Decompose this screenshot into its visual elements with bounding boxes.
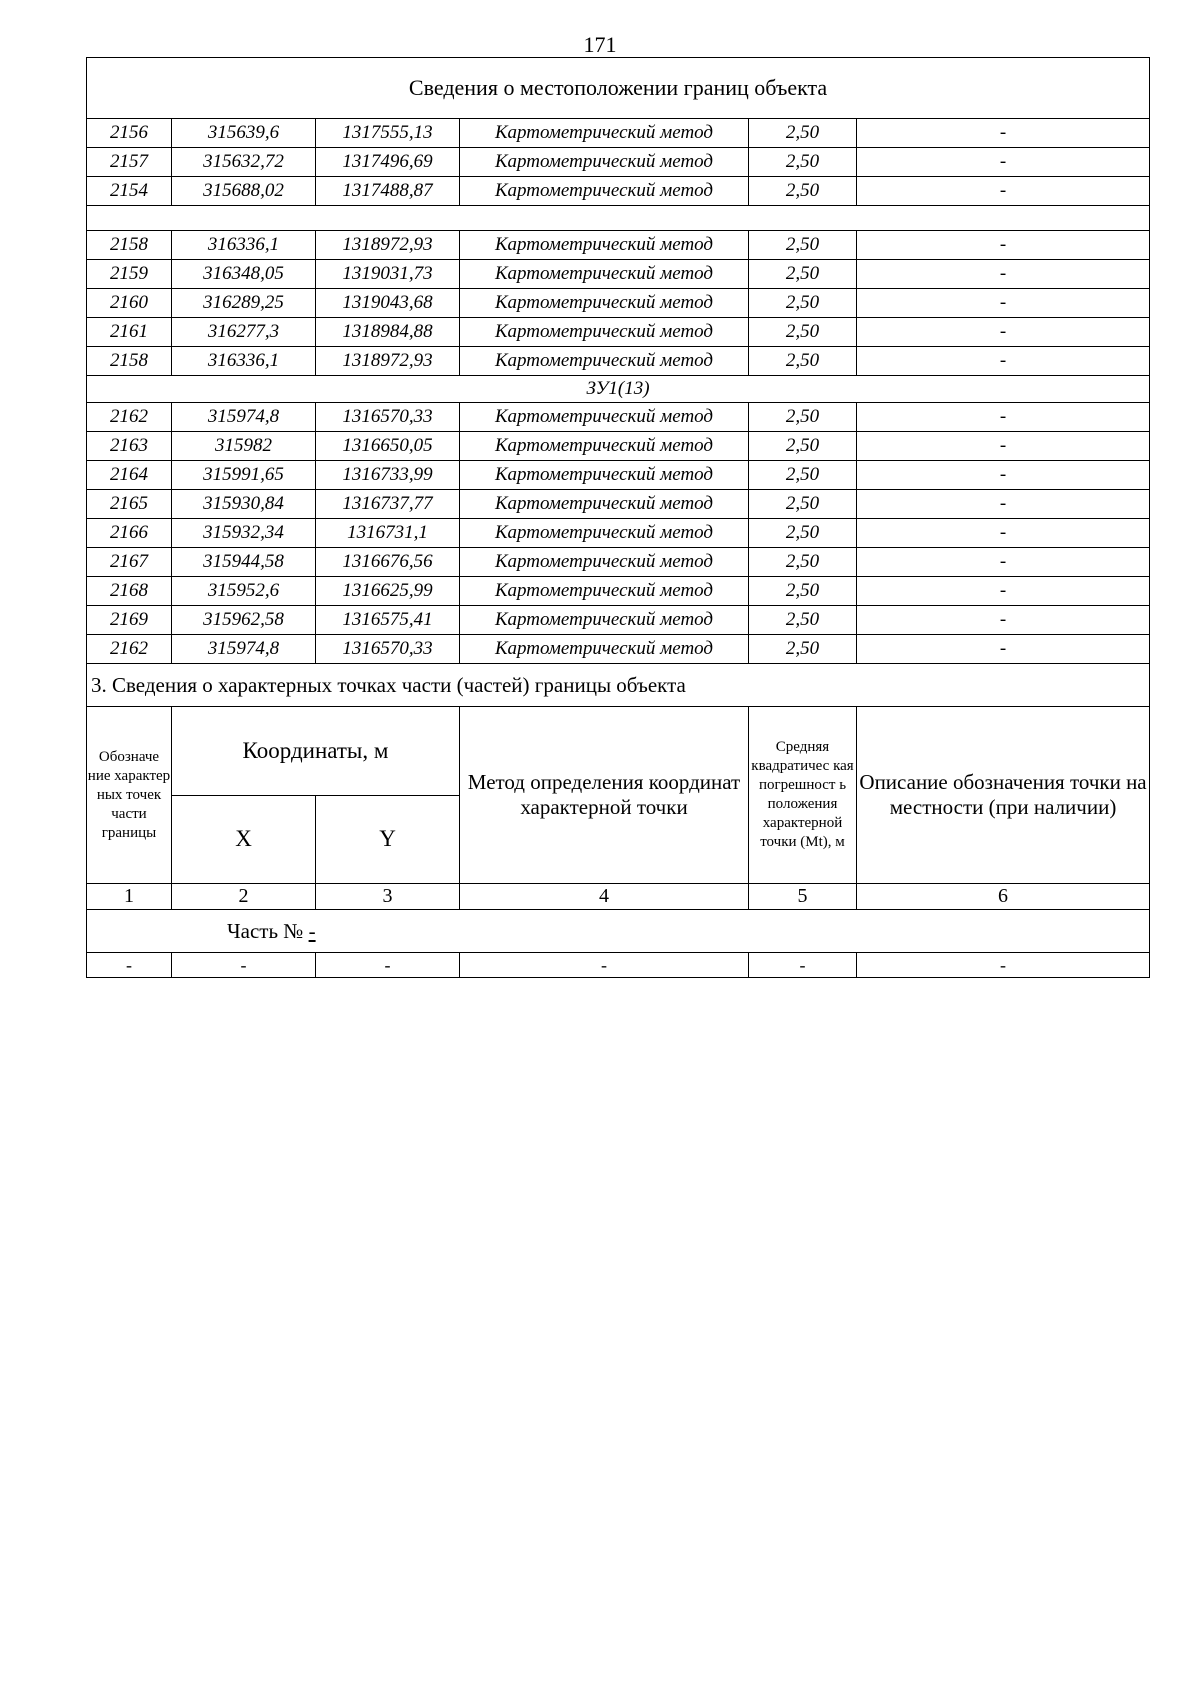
table-row (87, 461, 1150, 490)
table-row (87, 490, 1150, 519)
x-coordinate-cell: 315688,02 (172, 177, 316, 206)
method-cell: Картометрический метод (460, 548, 749, 577)
point-number-cell: 2160 (87, 289, 172, 318)
table-row (87, 548, 1150, 577)
description-cell: - (857, 432, 1150, 461)
table-title: Сведения о местоположении границ объекта (87, 58, 1150, 119)
header-x: X (172, 795, 316, 884)
table-row (87, 148, 1150, 177)
y-coordinate-cell: 1316625,99 (316, 577, 460, 606)
description-cell: - (857, 403, 1150, 432)
mt-cell: 2,50 (749, 461, 857, 490)
x-coordinate-cell: 316289,25 (172, 289, 316, 318)
y-coordinate-cell: 1316650,05 (316, 432, 460, 461)
part-label: Часть № (227, 918, 304, 943)
y-coordinate-cell: 1318972,93 (316, 231, 460, 260)
table-row (87, 119, 1150, 148)
point-number-cell: 2154 (87, 177, 172, 206)
part-value: - (308, 918, 316, 943)
x-coordinate-cell: 315632,72 (172, 148, 316, 177)
mt-cell: 2,50 (749, 119, 857, 148)
y-coordinate-cell: 1316570,33 (316, 635, 460, 664)
boundary-table (86, 57, 1150, 978)
column-number-row (87, 884, 1150, 910)
point-number-cell: 2158 (87, 231, 172, 260)
column-number: 4 (460, 884, 749, 910)
table-row (87, 403, 1150, 432)
y-coordinate-cell: 1319031,73 (316, 260, 460, 289)
mt-cell: 2,50 (749, 177, 857, 206)
x-coordinate-cell: 315930,84 (172, 490, 316, 519)
table-row (87, 635, 1150, 664)
table-row (87, 432, 1150, 461)
method-cell: Картометрический метод (460, 461, 749, 490)
table-row (87, 347, 1150, 376)
description-cell: - (857, 577, 1150, 606)
point-number-cell: 2156 (87, 119, 172, 148)
mt-cell: 2,50 (749, 519, 857, 548)
mt-cell: 2,50 (749, 577, 857, 606)
empty-cell: - (87, 953, 172, 978)
mt-cell: 2,50 (749, 490, 857, 519)
column-number: 1 (87, 884, 172, 910)
x-coordinate-cell: 315991,65 (172, 461, 316, 490)
header-method: Метод определения координат характерной точки (460, 707, 749, 884)
parcel-label: ЗУ1(13) (87, 376, 1150, 403)
point-number-cell: 2166 (87, 519, 172, 548)
method-cell: Картометрический метод (460, 347, 749, 376)
header-y: Y (316, 795, 460, 884)
empty-data-row (87, 953, 1150, 978)
mt-cell: 2,50 (749, 432, 857, 461)
description-cell: - (857, 490, 1150, 519)
parcel-label-row (87, 376, 1150, 403)
description-cell: - (857, 289, 1150, 318)
method-cell: Картометрический метод (460, 432, 749, 461)
y-coordinate-cell: 1318972,93 (316, 347, 460, 376)
table-row (87, 318, 1150, 347)
point-number-cell: 2159 (87, 260, 172, 289)
point-number-cell: 2157 (87, 148, 172, 177)
method-cell: Картометрический метод (460, 289, 749, 318)
part-cell (87, 910, 1150, 953)
y-coordinate-cell: 1318984,88 (316, 318, 460, 347)
table-row (87, 260, 1150, 289)
point-number-cell: 2162 (87, 635, 172, 664)
mt-cell: 2,50 (749, 318, 857, 347)
method-cell: Картометрический метод (460, 177, 749, 206)
column-number: 5 (749, 884, 857, 910)
mt-cell: 2,50 (749, 635, 857, 664)
method-cell: Картометрический метод (460, 260, 749, 289)
mt-cell: 2,50 (749, 606, 857, 635)
y-coordinate-cell: 1319043,68 (316, 289, 460, 318)
y-coordinate-cell: 1316737,77 (316, 490, 460, 519)
table-row (87, 606, 1150, 635)
description-cell: - (857, 119, 1150, 148)
mt-cell: 2,50 (749, 231, 857, 260)
x-coordinate-cell: 315639,6 (172, 119, 316, 148)
description-cell: - (857, 606, 1150, 635)
section-3-title: 3. Сведения о характерных точках части (частей) границы объекта (87, 664, 1150, 707)
description-cell: - (857, 635, 1150, 664)
x-coordinate-cell: 316348,05 (172, 260, 316, 289)
empty-cell: - (857, 953, 1150, 978)
empty-cell: - (749, 953, 857, 978)
description-cell: - (857, 548, 1150, 577)
description-cell: - (857, 461, 1150, 490)
x-coordinate-cell: 315982 (172, 432, 316, 461)
table-row (87, 519, 1150, 548)
empty-cell: - (316, 953, 460, 978)
x-coordinate-cell: 315974,8 (172, 403, 316, 432)
method-cell: Картометрический метод (460, 403, 749, 432)
y-coordinate-cell: 1317496,69 (316, 148, 460, 177)
x-coordinate-cell: 315932,34 (172, 519, 316, 548)
method-cell: Картометрический метод (460, 490, 749, 519)
method-cell: Картометрический метод (460, 606, 749, 635)
description-cell: - (857, 231, 1150, 260)
column-number: 2 (172, 884, 316, 910)
method-cell: Картометрический метод (460, 577, 749, 606)
table-row (87, 289, 1150, 318)
mt-cell: 2,50 (749, 403, 857, 432)
description-cell: - (857, 347, 1150, 376)
point-number-cell: 2169 (87, 606, 172, 635)
point-number-cell: 2158 (87, 347, 172, 376)
method-cell: Картометрический метод (460, 318, 749, 347)
point-number-cell: 2164 (87, 461, 172, 490)
method-cell: Картометрический метод (460, 635, 749, 664)
mt-cell: 2,50 (749, 260, 857, 289)
y-coordinate-cell: 1316676,56 (316, 548, 460, 577)
description-cell: - (857, 260, 1150, 289)
blank-row (87, 206, 1150, 231)
description-cell: - (857, 148, 1150, 177)
blank-cell (87, 206, 1150, 231)
y-coordinate-cell: 1316731,1 (316, 519, 460, 548)
empty-cell: - (460, 953, 749, 978)
point-number-cell: 2165 (87, 490, 172, 519)
x-coordinate-cell: 315952,6 (172, 577, 316, 606)
point-number-cell: 2163 (87, 432, 172, 461)
title-row (87, 58, 1150, 119)
description-cell: - (857, 318, 1150, 347)
point-number-cell: 2161 (87, 318, 172, 347)
header-description: Описание обозначения точки на местности (при наличии) (857, 707, 1150, 884)
point-number-cell: 2168 (87, 577, 172, 606)
x-coordinate-cell: 315944,58 (172, 548, 316, 577)
mt-cell: 2,50 (749, 347, 857, 376)
method-cell: Картометрический метод (460, 148, 749, 177)
page-number: 171 (583, 32, 617, 57)
y-coordinate-cell: 1316575,41 (316, 606, 460, 635)
method-cell: Картометрический метод (460, 519, 749, 548)
column-number: 3 (316, 884, 460, 910)
method-cell: Картометрический метод (460, 119, 749, 148)
description-cell: - (857, 519, 1150, 548)
header-coordinates: Координаты, м (172, 707, 460, 796)
point-number-cell: 2162 (87, 403, 172, 432)
method-cell: Картометрический метод (460, 231, 749, 260)
y-coordinate-cell: 1317488,87 (316, 177, 460, 206)
x-coordinate-cell: 315962,58 (172, 606, 316, 635)
header-point-designation: Обозначе ние характер ных точек части границы (87, 707, 172, 884)
mt-cell: 2,50 (749, 548, 857, 577)
y-coordinate-cell: 1317555,13 (316, 119, 460, 148)
mt-cell: 2,50 (749, 289, 857, 318)
x-coordinate-cell: 316336,1 (172, 231, 316, 260)
table-row (87, 177, 1150, 206)
empty-cell: - (172, 953, 316, 978)
x-coordinate-cell: 316277,3 (172, 318, 316, 347)
x-coordinate-cell: 316336,1 (172, 347, 316, 376)
x-coordinate-cell: 315974,8 (172, 635, 316, 664)
column-number: 6 (857, 884, 1150, 910)
table-row (87, 231, 1150, 260)
table-row (87, 577, 1150, 606)
y-coordinate-cell: 1316570,33 (316, 403, 460, 432)
mt-cell: 2,50 (749, 148, 857, 177)
header-mt: Средняя квадратичес кая погрешност ь положения характерной точки (Mt), м (749, 707, 857, 884)
section-title-row (87, 664, 1150, 707)
y-coordinate-cell: 1316733,99 (316, 461, 460, 490)
header-row (87, 707, 1150, 796)
description-cell: - (857, 177, 1150, 206)
point-number-cell: 2167 (87, 548, 172, 577)
part-row (87, 910, 1150, 953)
